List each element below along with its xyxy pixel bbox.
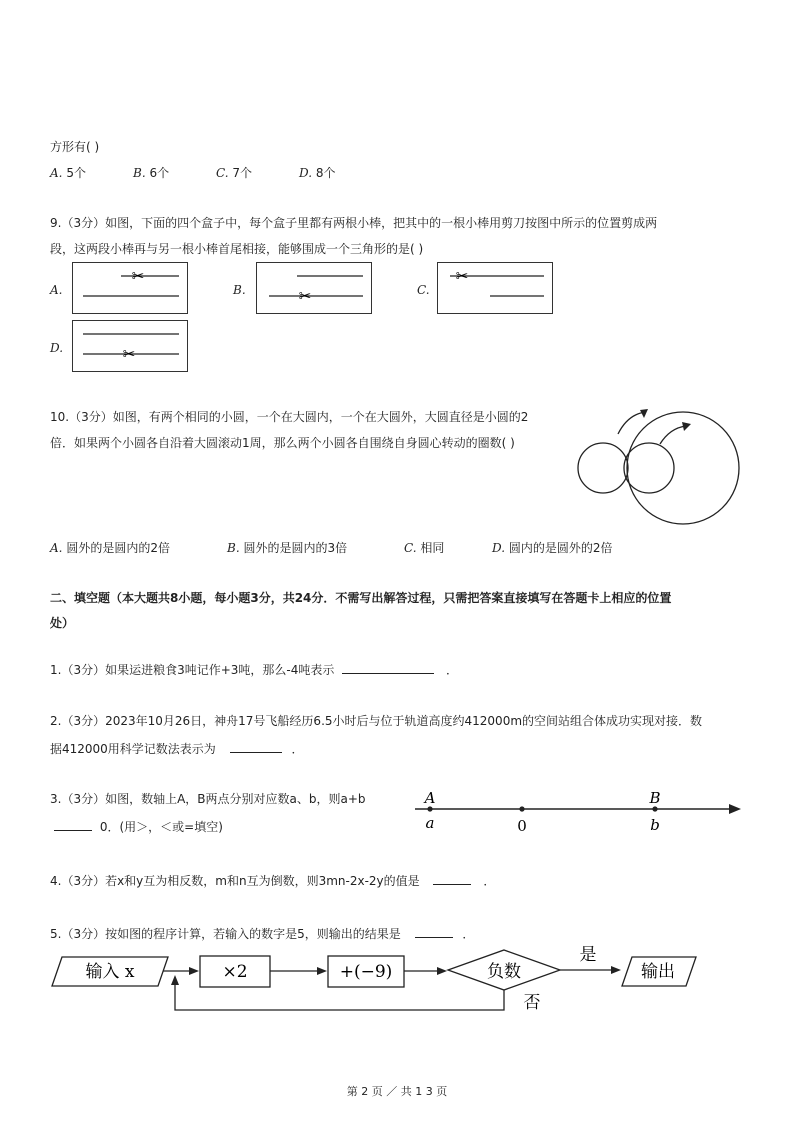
scissors-icon: ✂ (298, 287, 312, 305)
q9-box-a-figure (73, 263, 189, 315)
fill5-question: 5.（3分）按如图的程序计算，若输入的数字是5，则输出的结果是 ． (50, 927, 475, 941)
q10-circles-figure (570, 400, 750, 510)
fill5-answer-blank[interactable] (415, 925, 453, 938)
q10-option-c: C. 相同 (404, 541, 445, 555)
q10-option-a: A. 圆外的是圆内的2倍 (50, 541, 170, 555)
flow-no-label: 否 (523, 993, 541, 1013)
scissors-icon: ✂ (131, 267, 145, 285)
q8-option-a: A. 5个 (50, 166, 86, 180)
q8-option-d: D. 8个 (299, 166, 336, 180)
q9-box-a (72, 262, 188, 314)
axis-label-a-point: A (424, 789, 436, 807)
q8-option-b: B. 6个 (133, 166, 170, 180)
q8-tail-text: 方形有( ) (50, 140, 100, 154)
q9-box-d-figure (73, 321, 189, 373)
q10-option-b: B. 圆外的是圆内的3倍 (227, 541, 348, 555)
fill1-question: 1.（3分）如果运进粮食3吨记作+3吨，那么-4吨表示 ． (50, 663, 459, 677)
scissors-icon: ✂ (455, 267, 469, 285)
q10-line2: 倍．如果两个小圆各自沿着大圆滚动1周，那么两个小圆各自围绕自身圆心转动的圈数( ) (50, 436, 515, 450)
q9-box-c (437, 262, 553, 314)
axis-label-b-value: b (650, 816, 660, 834)
q8-option-c: C. 7个 (216, 166, 253, 180)
q9-label-b: B. (233, 283, 246, 297)
fill1-answer-blank[interactable] (342, 661, 434, 674)
q9-line2: 段，这两段小棒再与另一根小棒首尾相接，能够围成一个三角形的是( ) (50, 242, 424, 256)
q9-box-d (72, 320, 188, 372)
axis-label-b-point: B (649, 789, 661, 807)
axis-label-zero: 0 (517, 817, 527, 835)
fill4-question: 4.（3分）若x和y互为相反数，m和n互为倒数，则3mn-2x-2y的值是 ． (50, 874, 496, 888)
q10-option-d: D. 圆内的是圆外的2倍 (492, 541, 613, 555)
scissors-icon: ✂ (122, 345, 136, 363)
q9-label-c: C. (417, 283, 430, 297)
q9-label-a: A. (50, 283, 63, 297)
flow-input-label: 输入 x (85, 962, 135, 982)
axis-label-a-value: a (425, 814, 435, 832)
page-footer: 第 2 页 ／ 共 1 3 页 (346, 1085, 448, 1098)
fill5-flowchart (50, 940, 710, 1020)
fill2-line1: 2.（3分）2023年10月26日，神舟17号飞船经历6.5小时后与位于轨道高度约412000m的空间站组合体成功实现对接．数 (50, 714, 703, 728)
q10-line1: 10.（3分）如图，有两个相同的小圆，一个在大圆内，一个在大圆外，大圆直径是小圆的2 (50, 410, 529, 424)
q9-box-b-figure (257, 263, 373, 315)
fill4-answer-blank[interactable] (433, 872, 471, 885)
fill3-answer-blank[interactable] (54, 818, 92, 831)
flow-plus-label: +(−9) (339, 962, 393, 982)
flow-output-label: 输出 (641, 962, 675, 982)
fill3-line1: 3.（3分）如图，数轴上A，B两点分别对应数a、b，则a+b (50, 792, 366, 806)
fill3-line2: 0．(用＞，＜或=填空) (50, 818, 223, 835)
q9-box-b (256, 262, 372, 314)
section2-heading-line1: 二、填空题（本大题共8小题，每小题3分，共24分．不需写出解答过程，只需把答案直接填写在答题卡上相应的位置 (50, 591, 672, 605)
q9-line1: 9.（3分）如图，下面的四个盒子中，每个盒子里都有两根小棒，把其中的一根小棒用剪刀按图中所示的位置剪成两 (50, 216, 658, 230)
section2-heading-line2: 处） (50, 616, 75, 630)
flow-times2-label: ×2 (222, 962, 248, 982)
flow-decision-label: 负数 (487, 962, 521, 982)
q9-label-d: D. (50, 341, 64, 355)
fill2-line2: 据412000用科学记数法表示为 ． (50, 742, 304, 756)
q9-box-c-figure (438, 263, 554, 315)
flow-yes-label: 是 (579, 945, 597, 965)
fill3-number-line (415, 788, 745, 838)
fill2-answer-blank[interactable] (230, 740, 282, 753)
